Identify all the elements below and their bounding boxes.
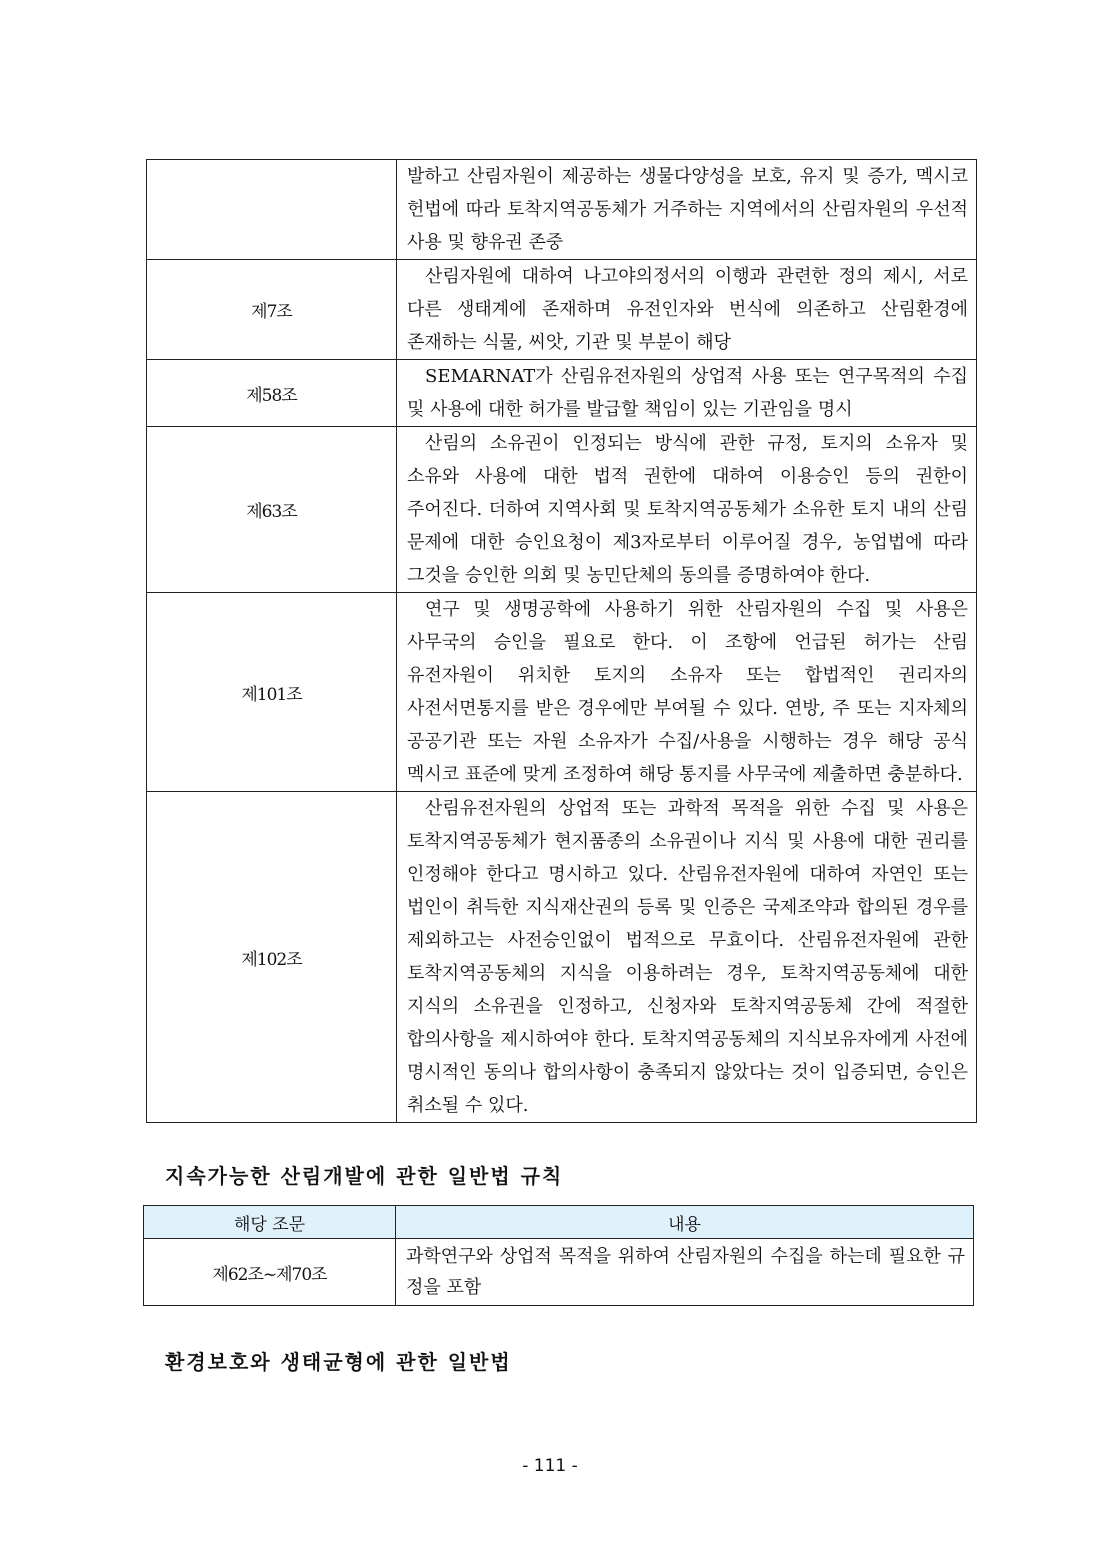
article-cell: 제102조 bbox=[147, 792, 397, 1123]
article-cell bbox=[147, 160, 397, 260]
table-row bbox=[144, 1239, 974, 1306]
forest-regulation-table bbox=[143, 1205, 974, 1306]
content-text: 연구 및 생명공학에 사용하기 위한 산림자원의 수집 및 사용은 사무국의 승인을 필요로 한다. 이 조항에 언급된 허가는 산림 유전자원이 위치한 토지의 소유자 또는 합법적인 권리자의 사전서면통지를 받은 경우에만 부여될 수 있다. 연방, 주 또는 지자체의 공공기관 또는 자원 소유자가 수집/사용을 시행하는 경우 해당 공식 멕시코 표준에 맞게 조정하여 해당 통지를 사무국에 제출하면 충분하다. bbox=[407, 599, 968, 785]
column-header-content: 내용 bbox=[396, 1206, 974, 1239]
article-cell: 제101조 bbox=[147, 593, 397, 792]
content-text: SEMARNAT가 산림유전자원의 상업적 사용 또는 연구목적의 수집 및 사용에 대한 허가를 발급할 책임이 있는 기관임을 명시 bbox=[407, 366, 968, 420]
table-row bbox=[147, 593, 977, 792]
table-row bbox=[147, 427, 977, 593]
content-cell bbox=[397, 160, 977, 260]
content-text: 산림유전자원의 상업적 또는 과학적 목적을 위한 수집 및 사용은 토착지역공동체가 현지품종의 소유권이나 지식 및 사용에 대한 권리를 인정해야 한다고 명시하고 있다. 산림유전자원에 대하여 자연인 또는 법인이 취득한 지식재산권의 등록 및 인증은 국제조약과 합의된 경우를 제외하고는 사전승인없이 법적으로 무효이다. 산림유전자원에 관한 토착지역공동체의 지식을 이용하려는 경우, 토착지역공동체에 대한 지식의 소유권을 인정하고, 신청자와 토착지역공동체 간에 적절한 합의사항을 제시하여야 한다. 토착지역공동체의 지식보유자에게 사전에 명시적인 동의나 합의사항이 충족되지 않았다는 것이 입증되면, 승인은 취소될 수 있다. bbox=[407, 798, 968, 1116]
article-cell: 제7조 bbox=[147, 260, 397, 360]
table-row bbox=[147, 792, 977, 1123]
section-heading-environment-law: 환경보호와 생태균형에 관한 일반법 bbox=[165, 1350, 512, 1374]
content-cell bbox=[397, 360, 977, 427]
content-text: 산림의 소유권이 인정되는 방식에 관한 규정, 토지의 소유자 및 소유와 사용에 대한 법적 권한에 대하여 이용승인 등의 권한이 주어진다. 더하여 지역사회 및 토착지역공동체가 소유한 토지 내의 산림 문제에 대한 승인요청이 제3자로부터 이루어질 경우, 농업법에 따라 그것을 승인한 의회 및 농민단체의 동의를 증명하여야 한다. bbox=[407, 433, 968, 586]
article-cell: 제63조 bbox=[147, 427, 397, 593]
content-cell bbox=[397, 427, 977, 593]
article-cell: 제62조~제70조 bbox=[144, 1239, 396, 1306]
content-cell: 과학연구와 상업적 목적을 위하여 산림자원의 수집을 하는데 필요한 규정을 포함 bbox=[396, 1239, 974, 1306]
content-text: 산림자원에 대하여 나고야의정서의 이행과 관련한 정의 제시, 서로 다른 생태계에 존재하며 유전인자와 번식에 의존하고 산림환경에 존재하는 식물, 씨앗, 기관 및 부분이 해당 bbox=[407, 266, 968, 353]
article-cell: 제58조 bbox=[147, 360, 397, 427]
table-row bbox=[147, 160, 977, 260]
column-header-article: 해당 조문 bbox=[144, 1206, 396, 1239]
content-cell bbox=[397, 593, 977, 792]
table-header-row bbox=[144, 1206, 974, 1239]
table-row bbox=[147, 360, 977, 427]
table-row bbox=[147, 260, 977, 360]
page-number: - 111 - bbox=[522, 1456, 578, 1476]
regulation-table bbox=[146, 159, 977, 1123]
content-cell bbox=[397, 792, 977, 1123]
content-cell bbox=[397, 260, 977, 360]
section-heading-forest-regulation: 지속가능한 산림개발에 관한 일반법 규칙 bbox=[165, 1164, 564, 1188]
content-text: 발하고 산림자원이 제공하는 생물다양성을 보호, 유지 및 증가, 멕시코 헌법에 따라 토착지역공동체가 거주하는 지역에서의 산림자원의 우선적 사용 및 향유권 존중 bbox=[407, 166, 968, 253]
